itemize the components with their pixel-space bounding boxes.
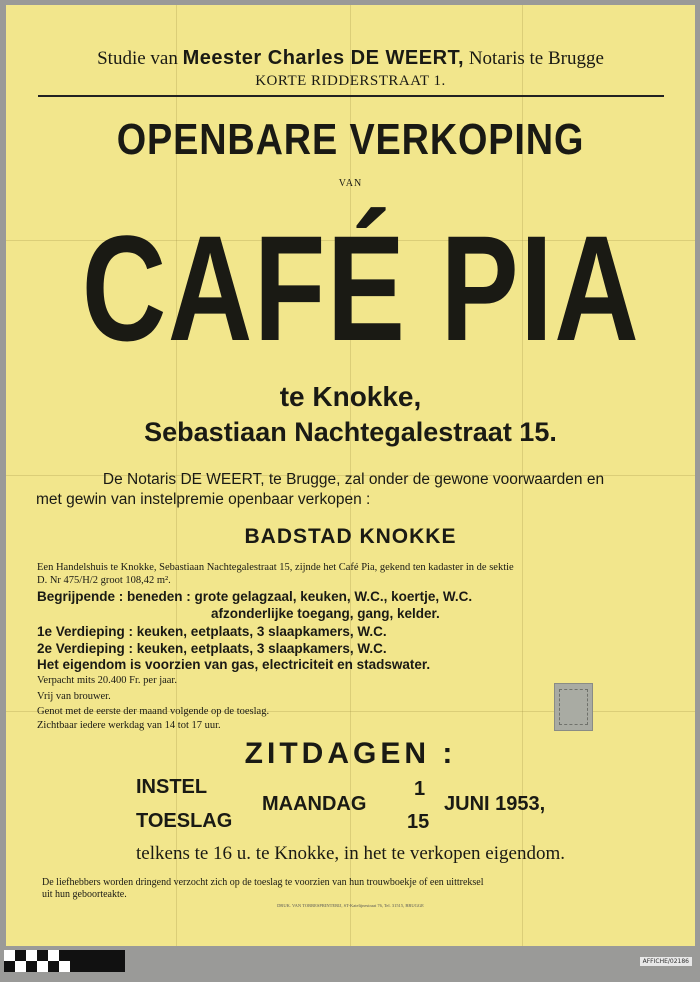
tax-stamp <box>554 683 593 731</box>
studie-post: Notaris te Brugge <box>468 48 604 69</box>
notary-name: Meester Charles DE WEERT, <box>182 47 465 69</box>
description-eigendom: Het eigendom is voorzien van gas, electriciteit en stadswater. <box>37 657 431 672</box>
title-cafe-pia: CAFÉ PIA <box>81 204 641 372</box>
printer-credit: DRUK. VAN TORRESPRINTERIJ, ST-Katelijnestraat 76, Tel. 31515, BRUGGE <box>277 903 424 908</box>
studie-line <box>6 47 695 70</box>
zitdagen-day-1: 1 <box>414 778 426 800</box>
description-begrijpende-1: Begrijpende : beneden : grote gelagzaal, keuken, W.C., koertje, W.C. <box>37 589 473 604</box>
color-checker <box>4 950 125 972</box>
intro-line-2: met gewin van instelpremie openbaar verkopen : <box>36 491 371 508</box>
zitdagen-day-15: 15 <box>407 811 430 833</box>
poster <box>6 5 695 946</box>
description-verpacht: Verpacht mits 20.400 Fr. per jaar. <box>37 675 177 686</box>
intro-line-1: De Notaris DE WEERT, te Brugge, zal onder de gewone voorwaarden en <box>102 471 605 488</box>
title-van: VAN <box>338 178 363 189</box>
notary-address: KORTE RIDDERSTRAAT 1. <box>255 73 446 89</box>
section-badstad-knokke: BADSTAD KNOKKE <box>244 525 457 548</box>
description-line-1: Een Handelshuis te Knokke, Sebastiaan Nachtegalestraat 15, zijnde het Café Pia, gekend ten kadaster in de sektie <box>37 562 514 573</box>
archive-tag: AFFICHE/02186 <box>640 957 692 966</box>
description-verdieping-1: 1e Verdieping : keuken, eetplaats, 3 slaapkamers, W.C. <box>37 624 387 639</box>
description-verdieping-2: 2e Verdieping : keuken, eetplaats, 3 slaapkamers, W.C. <box>37 641 387 656</box>
title-street: Sebastiaan Nachtegalestraat 15. <box>144 417 557 447</box>
description-begrijpende-2: afzonderlijke toegang, gang, kelder. <box>211 606 440 621</box>
description-zichtbaar: Zichtbaar iedere werkdag van 14 tot 17 uur. <box>37 720 221 731</box>
zitdagen-heading: ZITDAGEN : <box>244 737 457 770</box>
zitdagen-instel: INSTEL <box>136 776 208 798</box>
title-openbare-verkoping: OPENBARE VERKOPING <box>116 115 585 164</box>
title-place: te Knokke, <box>279 381 422 412</box>
notice-line-2: uit hun geboorteakte. <box>42 889 127 900</box>
description-line-2: D. Nr 475/H/2 groot 108,42 m². <box>37 575 171 586</box>
zitdagen-maandag: MAANDAG <box>262 793 367 815</box>
archive-footer <box>0 946 700 982</box>
notice-line-1: De liefhebbers worden dringend verzocht zich op de toeslag te voorzien van hun trouwboekje of een uittreksel <box>42 877 484 888</box>
description-genot: Genot met de eerste der maand volgende op de toeslag. <box>37 706 270 717</box>
header-rule <box>38 95 664 97</box>
zitdagen-telkens: telkens te 16 u. te Knokke, in het te verkopen eigendom. <box>136 843 565 864</box>
studie-pre: Studie van <box>97 48 178 69</box>
zitdagen-toeslag: TOESLAG <box>136 810 233 832</box>
description-vrij: Vrij van brouwer. <box>37 691 111 702</box>
zitdagen-month: JUNI 1953, <box>444 793 546 815</box>
